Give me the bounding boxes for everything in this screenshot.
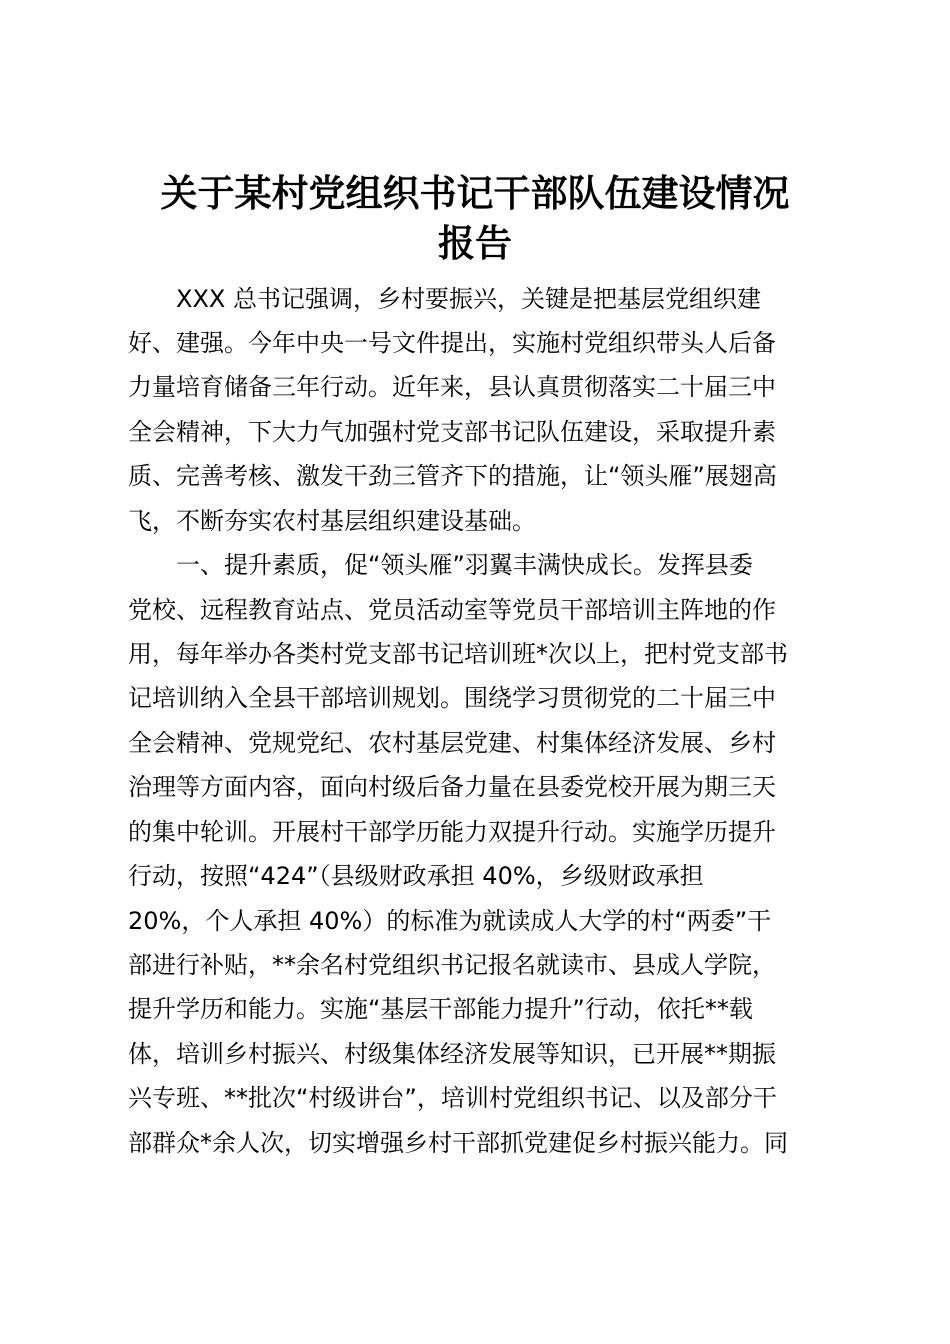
body-text-line: 党校、远程教育站点、党员活动室等党员干部培训主阵地的作 [128,596,776,624]
body-text-line: 20%，个人承担 40%）的标准为就读成人大学的村“两委”干 [128,907,772,935]
body-text-line: 全会精神、党规党纪、农村基层党建、村集体经济发展、乡村 [128,729,776,757]
body-text-line: 质、完善考核、激发干劲三管齐下的措施，让“领头雁”展翅高 [128,462,777,490]
body-text-line: 好、建强。今年中央一号文件提出，实施村党组织带头人后备 [128,329,776,357]
body-text-line: 飞，不断夯实农村基层组织建设基础。 [128,507,536,535]
body-text-line: 体，培训乡村振兴、村级集体经济发展等知识，已开展**期振 [128,1040,776,1068]
body-text-line: 治理等方面内容，面向村级后备力量在县委党校开展为期三天 [128,773,776,801]
body-text-line: 部群众*余人次，切实增强乡村干部抓党建促乡村振兴能力。同 [128,1129,788,1157]
body-text-line: 部进行补贴，**余名村党组织书记报名就读市、县成人学院， [128,951,776,979]
body-text-line: 一、提升素质，促“领头雁”羽翼丰满快成长。发挥县委 [176,551,753,579]
body-text-line: 记培训纳入全县干部培训规划。围绕学习贯彻党的二十届三中 [128,684,776,712]
body-text-line: 提升学历和能力。实施“基层干部能力提升”行动，依托**载 [128,995,753,1023]
body-text-line: 行动，按照“424”（县级财政承担 40%，乡级财政承担 [128,862,704,890]
document-title-line-2: 报告 [438,222,512,265]
body-text-line: 的集中轮训。开展村干部学历能力双提升行动。实施学历提升 [128,818,776,846]
document-title-line-1: 关于某村党组织书记干部队伍建设情况 [160,172,790,215]
body-text-line: 用，每年举办各类村党支部书记培训班*次以上，把村党支部书 [128,640,788,668]
body-text-line: 兴专班、**批次“村级讲台”，培训村党组织书记、以及部分干 [128,1084,777,1112]
body-text-line: 全会精神，下大力气加强村党支部书记队伍建设，采取提升素 [128,418,776,446]
body-text-line: XXX 总书记强调，乡村要振兴，关键是把基层党组织建 [176,285,761,313]
body-text-line: 力量培育储备三年行动。近年来，县认真贯彻落实二十届三中 [128,373,776,401]
